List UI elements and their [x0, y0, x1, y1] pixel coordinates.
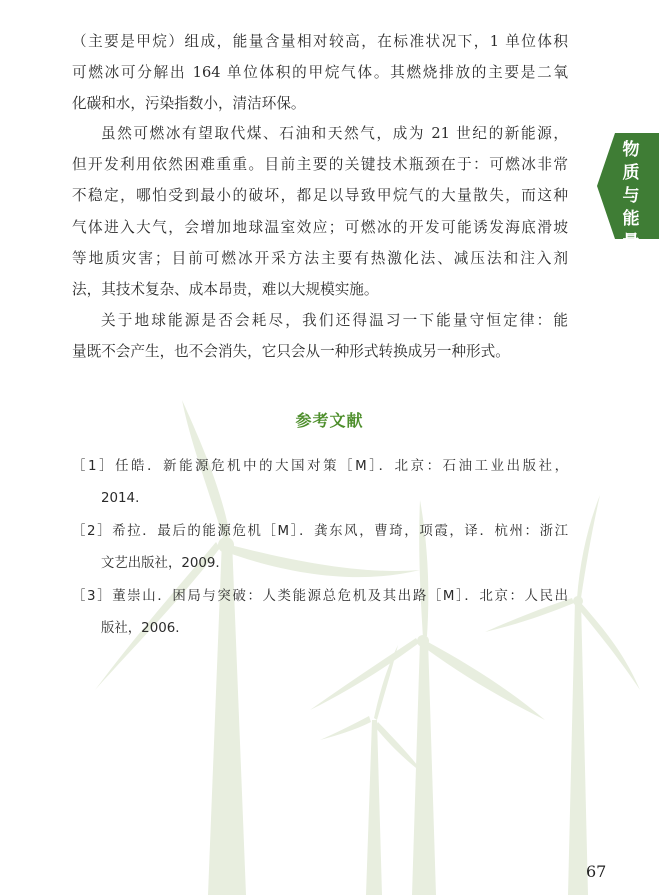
references-heading: 参考文献 [295, 411, 364, 430]
text-line: 虽然可燃冰有望取代煤、石油和天然气，成为 21 世纪的新能源， [101, 125, 568, 142]
reference-text-continued: 文艺出版社，2009. [101, 555, 220, 571]
body-paragraph-2 [72, 118, 568, 305]
text-line: （主要是甲烷）组成，能量含量相对较高，在标准状况下，1 单位体积 [72, 33, 568, 50]
text-line: 化碳和水，污染指数小，清洁环保。 [72, 95, 306, 113]
section-tab-label: 物质与能量 [622, 140, 640, 252]
reference-item [72, 581, 568, 644]
section-tab [597, 133, 659, 252]
text-line: 量既不会产生，也不会消失，它只会从一种形式转换成另一种形式。 [72, 343, 510, 361]
text-line: 可燃冰可分解出 164 单位体积的甲烷气体。其燃烧排放的主要是二氧 [72, 64, 568, 82]
text-line: 等地质灾害；目前可燃冰开采方法主要有热激化法、减压法和注入剂 [72, 249, 568, 267]
reference-item [72, 451, 568, 514]
body-paragraph-1 [72, 26, 568, 120]
reference-text: ［3］董崇山．困局与突破：人类能源总危机及其出路［M］．北京：人民出 [72, 589, 568, 604]
text-line: 关于地球能源是否会耗尽，我们还得温习一下能量守恒定律：能 [101, 312, 568, 329]
text-line: 气体进入大气，会增加地球温室效应；可燃冰的开发可能诱发海底滑坡 [72, 218, 568, 236]
reference-text-continued: 版社，2006. [101, 620, 180, 636]
text-line: 法，其技术复杂、成本昂贵，难以大规模实施。 [72, 280, 379, 298]
reference-text-continued: 2014. [101, 490, 140, 506]
body-paragraph-3 [72, 305, 568, 367]
text-line: 不稳定，哪怕受到最小的破坏，都足以导致甲烷气的大量散失，而这种 [72, 187, 568, 205]
reference-text: ［2］希拉．最后的能源危机［M］．龚东风，曹琦，项霞，译．杭州：浙江 [72, 524, 568, 539]
reference-text: ［1］任皓．新能源危机中的大国对策［M］．北京：石油工业出版社， [72, 459, 568, 474]
reference-list [72, 451, 568, 646]
reference-item [72, 516, 568, 579]
text-line: 但开发利用依然困难重重。目前主要的关键技术瓶颈在于：可燃冰非常 [72, 156, 568, 174]
page-number: 67 [586, 862, 607, 881]
